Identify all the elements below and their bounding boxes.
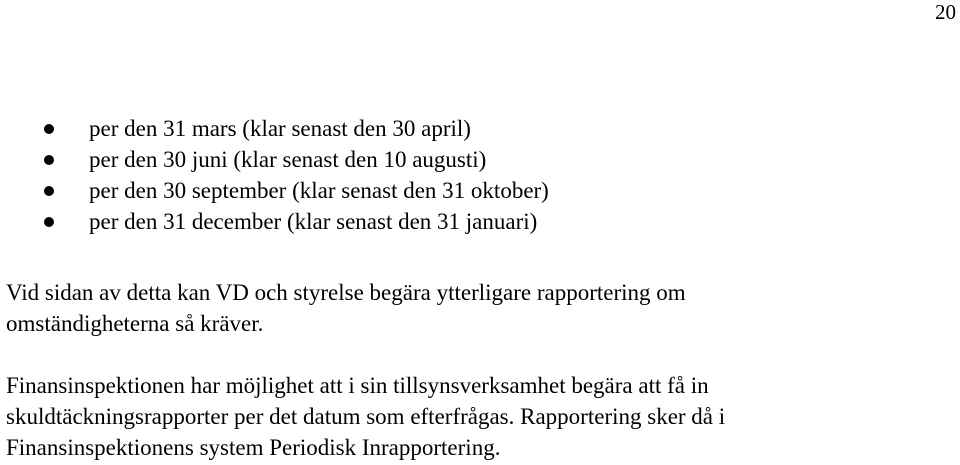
paragraph-line: Vid sidan av detta kan VD och styrelse begära ytterligare rapportering om (6, 280, 686, 305)
list-item-text: per den 30 september (klar senast den 31 oktober) (89, 178, 549, 203)
list-item-text: per den 30 juni (klar senast den 10 augusti) (89, 147, 487, 172)
bullet-icon (44, 124, 54, 134)
paragraph-line: Finansinspektionen har möjlighet att i sin tillsynsverksamhet begära att få in (6, 373, 709, 398)
list-item (0, 113, 549, 144)
paragraph-finansinspektionen (6, 370, 951, 463)
list-item-text: per den 31 december (klar senast den 31 januari) (89, 209, 538, 234)
reporting-dates-list (0, 113, 549, 237)
paragraph-additional-reporting (6, 277, 951, 339)
list-item-text: per den 31 mars (klar senast den 30 april) (89, 116, 471, 141)
paragraph-line: omständigheterna så kräver. (6, 311, 264, 336)
page-number: 20 (935, 0, 956, 24)
list-item (0, 175, 549, 206)
bullet-icon (44, 155, 54, 165)
bullet-icon (44, 186, 54, 196)
paragraph-line: Finansinspektionens system Periodisk Inrapportering. (6, 435, 501, 460)
list-item (0, 206, 549, 237)
list-item (0, 144, 549, 175)
bullet-icon (44, 217, 54, 227)
paragraph-line: skuldtäckningsrapporter per det datum som efterfrågas. Rapportering sker då i (6, 404, 726, 429)
